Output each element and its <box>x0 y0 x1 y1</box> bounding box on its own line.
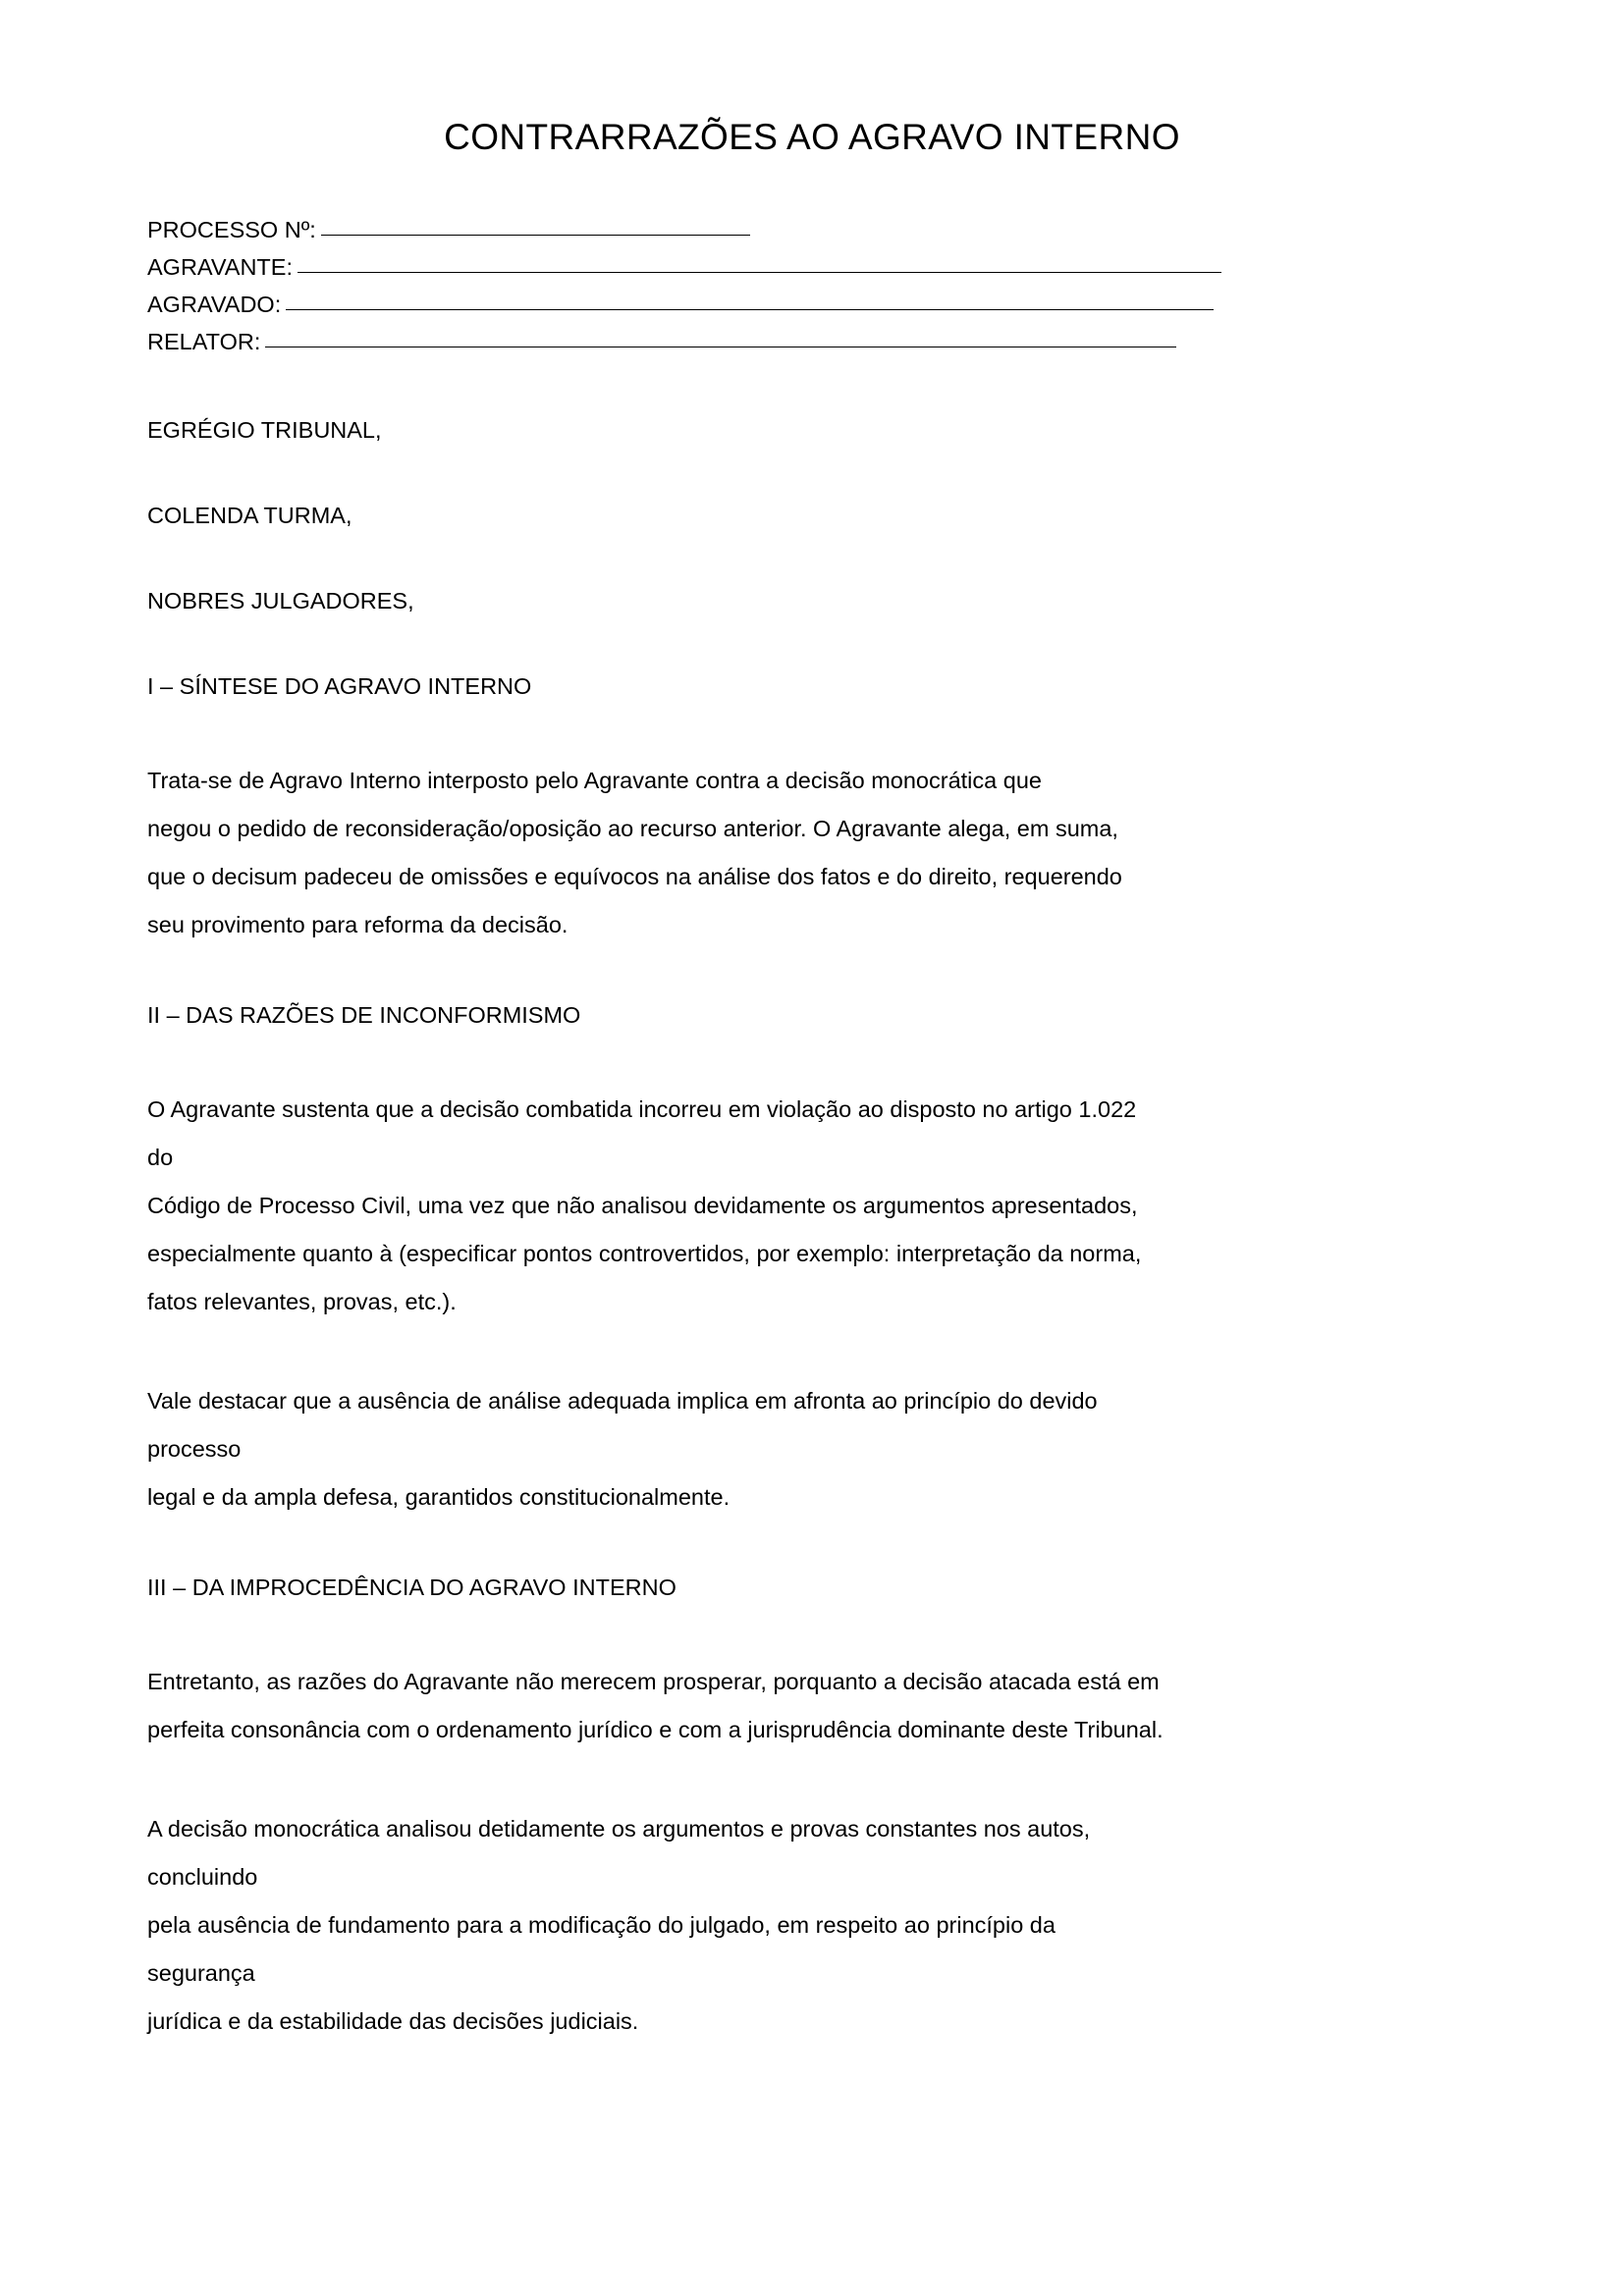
salutation-turma: COLENDA TURMA, <box>147 503 352 529</box>
paragraph-line: Código de Processo Civil, uma vez que não analisou devidamente os argumentos apresentados, <box>147 1193 1138 1219</box>
paragraph-line: segurança <box>147 1960 255 1987</box>
section-improcedencia <box>147 1573 1477 2046</box>
paragraph-line: jurídica e da estabilidade das decisões judiciais. <box>147 2008 639 2035</box>
paragraph-sintese-1 <box>147 757 1414 949</box>
paragraph-inconformismo-2 <box>147 1377 1414 1522</box>
document-body <box>0 211 1624 2046</box>
paragraph-line: Trata-se de Agravo Interno interposto pelo Agravante contra a decisão monocrática que <box>147 768 1042 794</box>
paragraph-line: fatos relevantes, provas, etc.). <box>147 1289 457 1315</box>
paragraph-inconformismo-1 <box>147 1086 1414 1326</box>
field-agravante <box>147 248 1477 286</box>
paragraph-line: negou o pedido de reconsideração/oposição ao recurso anterior. O Agravante alega, em suma, <box>147 816 1118 842</box>
salutation-block <box>147 415 1477 615</box>
paragraph-line: O Agravante sustenta que a decisão combatida incorreu em violação ao disposto no artigo 1.022 <box>147 1096 1137 1123</box>
paragraph-line: Entretanto, as razões do Agravante não merecem prosperar, porquanto a decisão atacada está em <box>147 1669 1160 1695</box>
field-processo-label: PROCESSO Nº: <box>147 217 316 243</box>
paragraph-line: pela ausência de fundamento para a modificação do julgado, em respeito ao princípio da <box>147 1912 1056 1939</box>
paragraph-line: A decisão monocrática analisou detidamente os argumentos e provas constantes nos autos, <box>147 1816 1091 1842</box>
salutation-tribunal: EGRÉGIO TRIBUNAL, <box>147 417 382 444</box>
section-heading-iii: III – DA IMPROCEDÊNCIA DO AGRAVO INTERNO <box>147 1575 677 1601</box>
section-heading-ii: II – DAS RAZÕES DE INCONFORMISMO <box>147 1002 581 1029</box>
paragraph-improcedencia-2 <box>147 1805 1414 2046</box>
paragraph-line: concluindo <box>147 1864 258 1891</box>
field-processo <box>147 211 1477 248</box>
case-header-fields <box>147 211 1477 360</box>
paragraph-line: do <box>147 1145 174 1171</box>
section-razoes-inconformismo <box>147 1000 1477 1522</box>
paragraph-line: seu provimento para reforma da decisão. <box>147 912 568 938</box>
paragraph-line: processo <box>147 1436 242 1463</box>
field-relator <box>147 323 1477 360</box>
paragraph-line: perfeita consonância com o ordenamento jurídico e com a jurisprudência dominante deste Tribunal. <box>147 1717 1164 1743</box>
field-agravado-label: AGRAVADO: <box>147 292 282 318</box>
paragraph-line: especialmente quanto à (especificar pontos controvertidos, por exemplo: interpretação da norma, <box>147 1241 1142 1267</box>
salutation-julgadores: NOBRES JULGADORES, <box>147 588 414 614</box>
field-agravado <box>147 286 1477 323</box>
paragraph-line: que o decisum padeceu de omissões e equívocos na análise dos fatos e do direito, requerendo <box>147 864 1122 890</box>
paragraph-improcedencia-1 <box>147 1658 1414 1754</box>
section-sintese <box>147 671 1477 949</box>
section-heading-i: I – SÍNTESE DO AGRAVO INTERNO <box>147 673 532 700</box>
paragraph-line: legal e da ampla defesa, garantidos constitucionalmente. <box>147 1484 731 1511</box>
page-title: CONTRARRAZÕES AO AGRAVO INTERNO <box>444 117 1180 157</box>
field-agravante-label: AGRAVANTE: <box>147 254 293 281</box>
field-relator-label: RELATOR: <box>147 329 261 355</box>
paragraph-line: Vale destacar que a ausência de análise adequada implica em afronta ao princípio do devido <box>147 1388 1098 1415</box>
field-processo-input[interactable] <box>321 235 750 236</box>
field-agravante-input[interactable] <box>298 272 1221 273</box>
field-agravado-input[interactable] <box>286 309 1214 310</box>
